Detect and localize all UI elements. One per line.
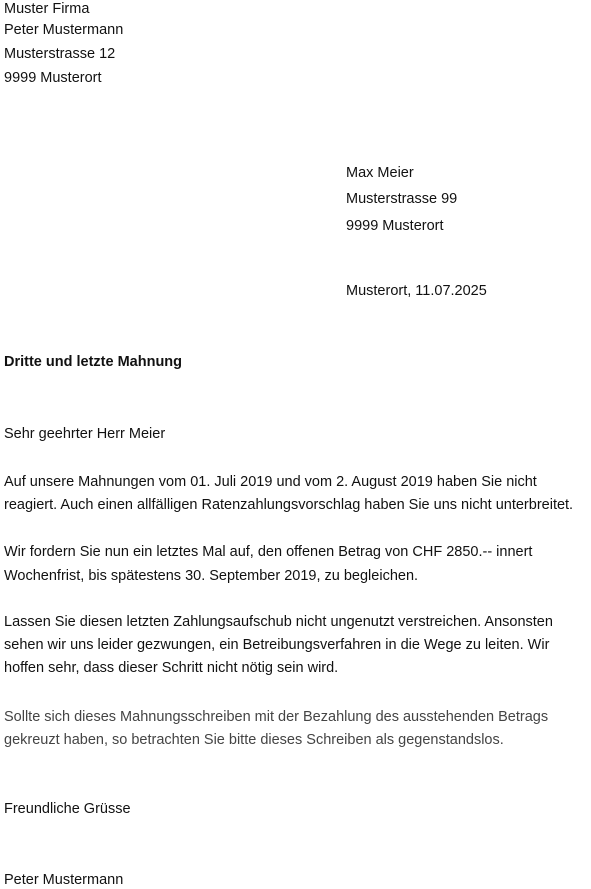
paragraph-line: gekreuzt haben, so betrachten Sie bitte dieses Schreiben als gegenstandslos. [4,732,504,748]
recipient-street: Musterstrasse 99 [346,191,458,207]
recipient-name: Max Meier [346,165,414,181]
letter-salutation: Sehr geehrter Herr Meier [4,426,166,442]
paragraph-line: Wochenfrist, bis spätestens 30. September 2019, zu begleichen. [4,568,419,584]
recipient-city: 9999 Musterort [346,218,444,234]
paragraph-line: Sollte sich dieses Mahnungsschreiben mit der Bezahlung des ausstehenden Betrags [4,709,549,725]
letter-closing: Freundliche Grüsse [4,801,131,817]
letter-subject: Dritte und letzte Mahnung [4,354,183,370]
sender-city: 9999 Musterort [4,70,102,86]
paragraph-line: Wir fordern Sie nun ein letztes Mal auf, den offenen Betrag von CHF 2850.-- innert [4,544,533,560]
paragraph-line: Lassen Sie diesen letzten Zahlungsaufschub nicht ungenutzt verstreichen. Ansonsten [4,614,553,630]
sender-name: Peter Mustermann [4,22,124,38]
paragraph-line: reagiert. Auch einen allfälligen Ratenzahlungsvorschlag haben Sie uns nicht unterbreitet. [4,497,574,513]
paragraph-line: hoffen sehr, dass dieser Schritt nicht nötig sein wird. [4,660,339,676]
paragraph-line: Auf unsere Mahnungen vom 01. Juli 2019 und vom 2. August 2019 haben Sie nicht [4,474,537,490]
letter-signature: Peter Mustermann [4,872,124,888]
sender-company: Muster Firma [4,1,90,17]
letter-date: Musterort, 11.07.2025 [346,283,487,299]
paragraph-line: sehen wir uns leider gezwungen, ein Betreibungsverfahren in die Wege zu leiten. Wir [4,637,550,653]
sender-street: Musterstrasse 12 [4,46,116,62]
